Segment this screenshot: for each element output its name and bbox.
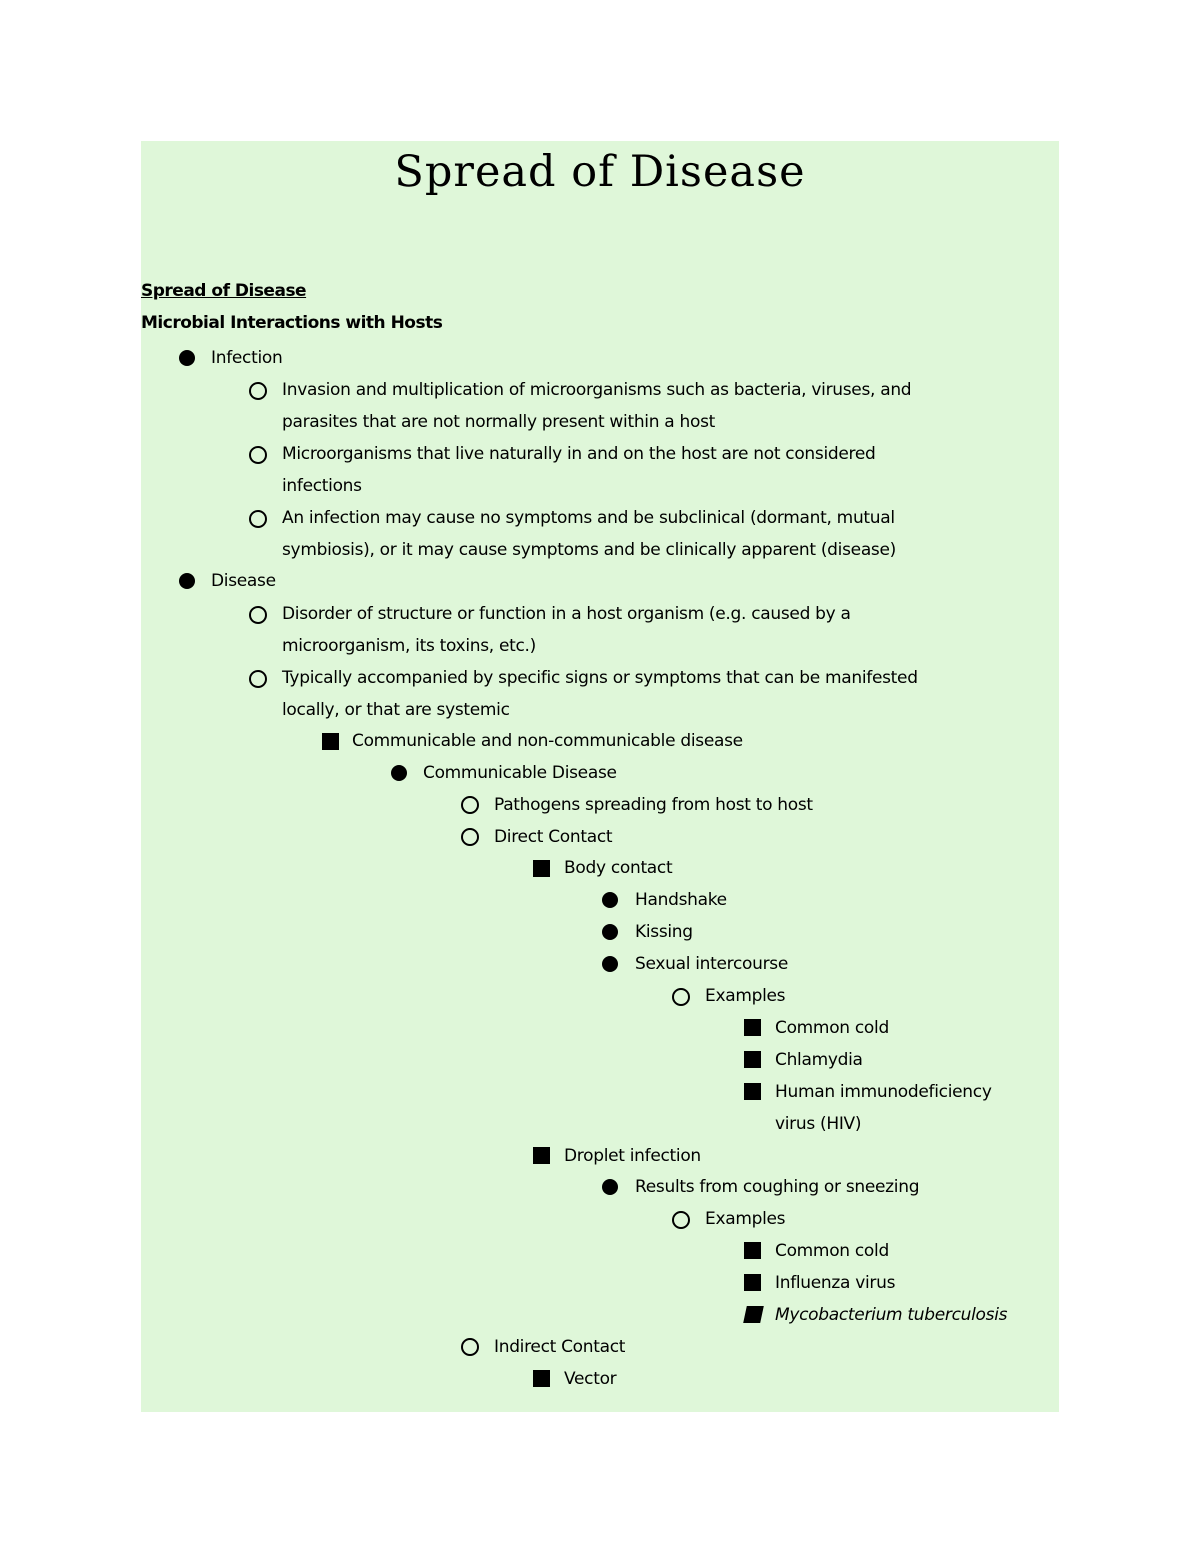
outline-item-text: Body contact — [564, 858, 673, 878]
bullet-square-icon — [322, 733, 339, 750]
outline-item-text: Handshake — [635, 890, 727, 910]
document-title: Spread of Disease — [394, 147, 806, 197]
outline-item-text: Pathogens spreading from host to host — [494, 795, 813, 815]
bullet-circle-icon — [249, 382, 267, 400]
outline-item-text: Influenza virus — [775, 1273, 896, 1293]
outline-item-text: microorganism, its toxins, etc.) — [282, 636, 536, 656]
bullet-disc-icon — [179, 573, 195, 589]
bullet-disc-icon — [602, 892, 618, 908]
bullet-circle-icon — [249, 510, 267, 528]
bullet-circle-icon — [249, 606, 267, 624]
outline-item-text: Microorganisms that live naturally in and on the host are not considered — [282, 444, 876, 464]
bullet-square-icon — [533, 1147, 550, 1164]
outline-item-text: Examples — [705, 1209, 786, 1229]
bullet-square-icon — [744, 1242, 761, 1259]
bullet-square-icon — [533, 860, 550, 877]
outline-item-text: Chlamydia — [775, 1050, 863, 1070]
bullet-circle-icon — [672, 1211, 690, 1229]
bullet-circle-icon — [249, 670, 267, 688]
bullet-disc-icon — [179, 350, 195, 366]
bullet-circle-icon — [461, 1338, 479, 1356]
bullet-square-icon — [744, 1019, 761, 1036]
bullet-circle-icon — [461, 828, 479, 846]
subheading: Microbial Interactions with Hosts — [141, 313, 443, 333]
bullet-square-icon — [743, 1306, 764, 1323]
bullet-disc-icon — [602, 956, 618, 972]
bullet-circle-icon — [461, 796, 479, 814]
bullet-circle-icon — [672, 988, 690, 1006]
outline-item-text: symbiosis), or it may cause symptoms and be clinically apparent (disease) — [282, 540, 896, 560]
bullet-disc-icon — [391, 765, 407, 781]
outline-item-text: Typically accompanied by specific signs or symptoms that can be manifested — [282, 668, 918, 688]
outline-item-text: An infection may cause no symptoms and be subclinical (dormant, mutual — [282, 508, 895, 528]
bullet-square-icon — [744, 1274, 761, 1291]
outline-item-text: Droplet infection — [564, 1146, 701, 1166]
outline-item-text: Common cold — [775, 1018, 889, 1038]
outline-item-text: Invasion and multiplication of microorganisms such as bacteria, viruses, and — [282, 380, 912, 400]
outline-item-text: Direct Contact — [494, 827, 613, 847]
outline-item-text: Kissing — [635, 922, 693, 942]
bullet-square-icon — [744, 1051, 761, 1068]
outline-item-text: Human immunodeficiency — [775, 1082, 992, 1102]
outline-item-text: locally, or that are systemic — [282, 700, 510, 720]
outline-item-text: Sexual intercourse — [635, 954, 788, 974]
outline-item-text: Vector — [564, 1369, 617, 1389]
outline-item-text: Examples — [705, 986, 786, 1006]
outline-item-text: Common cold — [775, 1241, 889, 1261]
section-heading: Spread of Disease — [141, 281, 307, 301]
outline-item-text: Communicable and non-communicable disease — [352, 731, 743, 751]
bullet-disc-icon — [602, 924, 618, 940]
outline-item-disease: Disease — [211, 571, 276, 591]
outline-item-text: Results from coughing or sneezing — [635, 1177, 920, 1197]
outline-item-text: Disorder of structure or function in a host organism (e.g. caused by a — [282, 604, 851, 624]
bullet-square-icon — [533, 1370, 550, 1387]
outline-item-text: Mycobacterium tuberculosis — [775, 1305, 1008, 1325]
outline-item-text: Indirect Contact — [494, 1337, 626, 1357]
bullet-disc-icon — [602, 1179, 618, 1195]
outline-item-text: Communicable Disease — [423, 763, 617, 783]
outline-item-text: virus (HIV) — [775, 1114, 862, 1134]
outline-item-text: infections — [282, 476, 362, 496]
bullet-circle-icon — [249, 446, 267, 464]
bullet-square-icon — [744, 1083, 761, 1100]
document-page — [141, 141, 1059, 1412]
outline-item-text: parasites that are not normally present within a host — [282, 412, 716, 432]
outline-item-infection: Infection — [211, 348, 283, 368]
